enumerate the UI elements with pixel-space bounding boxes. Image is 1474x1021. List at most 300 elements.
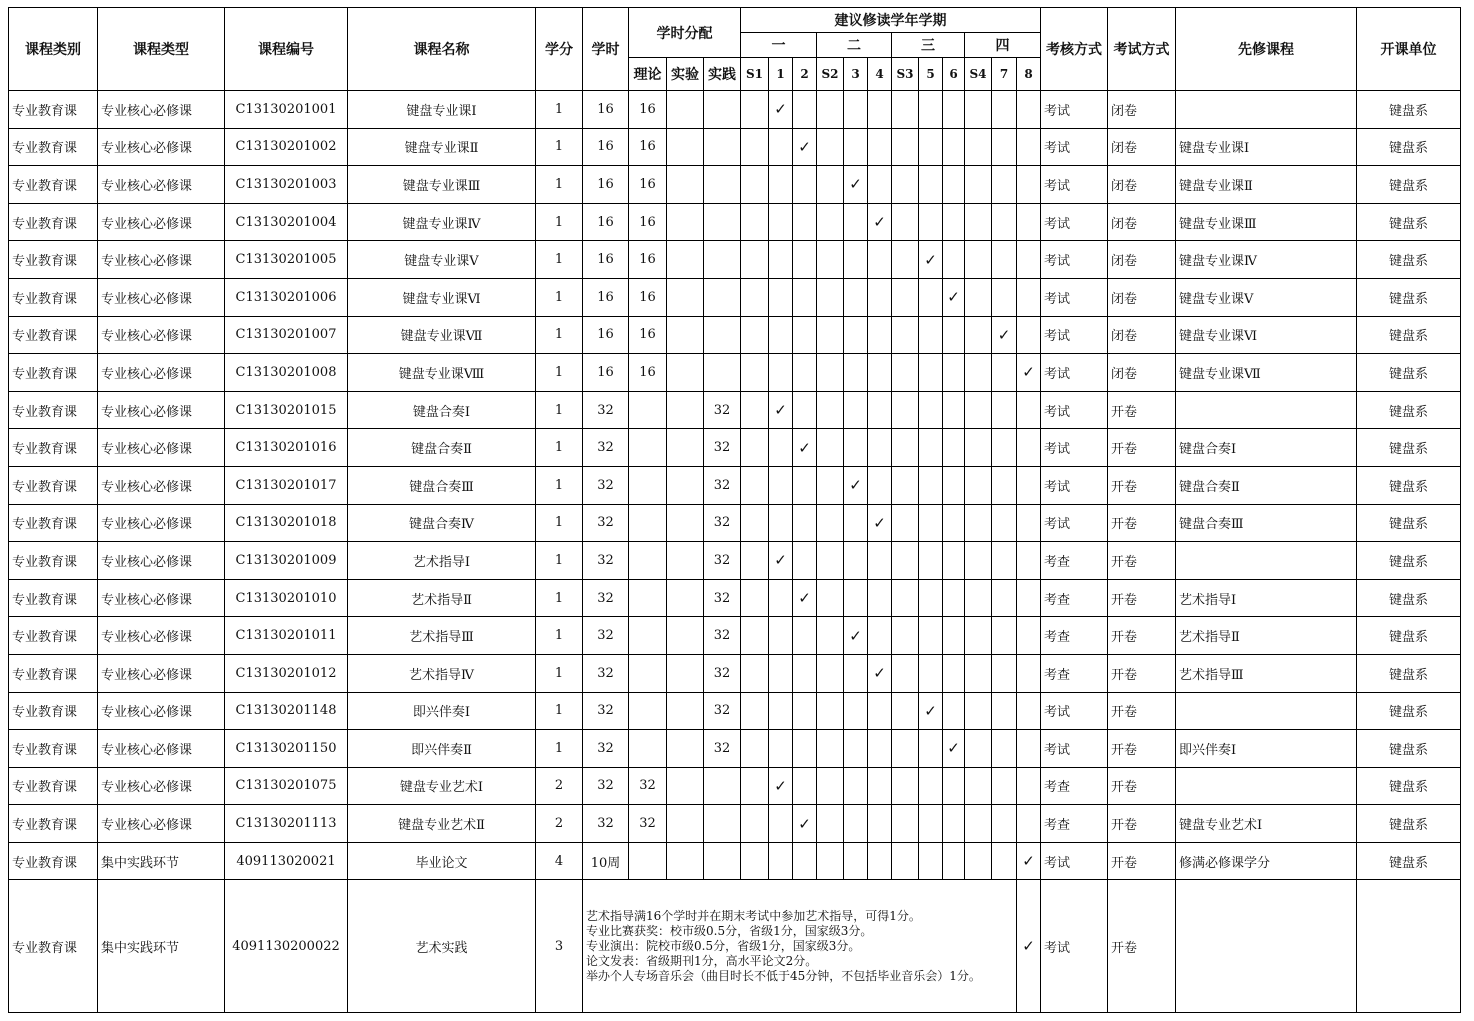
term-check-mark: ✓ bbox=[1017, 354, 1041, 392]
cell-type: 专业核心必修课 bbox=[98, 166, 225, 204]
cell-term bbox=[868, 391, 892, 429]
cell-term bbox=[919, 354, 943, 392]
cell-term bbox=[868, 429, 892, 467]
cell-theory bbox=[629, 842, 667, 880]
credit-rule: 论文发表：省级期刊1分，高水平论文2分。 bbox=[586, 953, 818, 968]
cell-practice: 32 bbox=[704, 692, 741, 730]
cell-term bbox=[892, 466, 919, 504]
cell-prereq: 键盘专业课Ⅳ bbox=[1176, 241, 1357, 279]
cell-theory: 16 bbox=[629, 354, 667, 392]
cell-term bbox=[992, 654, 1017, 692]
cell-term bbox=[892, 805, 919, 843]
cell-term bbox=[769, 166, 793, 204]
cell-prereq: 艺术指导Ⅲ bbox=[1176, 654, 1357, 692]
cell-term bbox=[741, 579, 769, 617]
cell-term bbox=[1017, 617, 1041, 655]
cell-term bbox=[844, 91, 868, 129]
cell-term bbox=[919, 166, 943, 204]
cell-term bbox=[817, 203, 844, 241]
cell-term bbox=[1017, 654, 1041, 692]
cell-theory bbox=[629, 504, 667, 542]
cell-hours: 32 bbox=[583, 805, 629, 843]
cell-type: 专业核心必修课 bbox=[98, 654, 225, 692]
cell-unit: 键盘系 bbox=[1357, 241, 1461, 279]
cell-term bbox=[817, 241, 844, 279]
cell-prereq: 键盘合奏Ⅰ bbox=[1176, 429, 1357, 467]
cell-unit: 键盘系 bbox=[1357, 730, 1461, 768]
header-term-5: 5 bbox=[919, 58, 943, 91]
cell-assessment: 考查 bbox=[1041, 542, 1108, 580]
cell-prereq bbox=[1176, 692, 1357, 730]
cell-unit: 键盘系 bbox=[1357, 429, 1461, 467]
cell-unit: 键盘系 bbox=[1357, 391, 1461, 429]
cell-term bbox=[965, 203, 992, 241]
cell-term bbox=[943, 429, 965, 467]
credit-rule: 艺术指导满16个学时并在期末考试中参加艺术指导，可得1分。 bbox=[586, 908, 921, 923]
cell-term bbox=[992, 767, 1017, 805]
cell-exam-method: 闭卷 bbox=[1108, 203, 1176, 241]
cell-practice: 32 bbox=[704, 654, 741, 692]
header-term-s1: S1 bbox=[741, 58, 769, 91]
cell-theory bbox=[629, 730, 667, 768]
cell-theory bbox=[629, 654, 667, 692]
cell-term bbox=[965, 504, 992, 542]
term-check-mark: ✓ bbox=[793, 429, 817, 467]
term-check-mark: ✓ bbox=[844, 617, 868, 655]
cell-term bbox=[943, 654, 965, 692]
cell-exam-method: 开卷 bbox=[1108, 842, 1176, 880]
header-hours: 学时 bbox=[583, 8, 629, 91]
cell-term bbox=[844, 542, 868, 580]
cell-unit: 键盘系 bbox=[1357, 354, 1461, 392]
cell-assessment: 考试 bbox=[1041, 730, 1108, 768]
cell-term bbox=[741, 128, 769, 166]
cell-credits: 3 bbox=[536, 880, 583, 1013]
cell-exam-method: 开卷 bbox=[1108, 429, 1176, 467]
cell-prereq: 键盘专业课Ⅴ bbox=[1176, 278, 1357, 316]
cell-term bbox=[965, 128, 992, 166]
cell-term bbox=[793, 767, 817, 805]
cell-unit: 键盘系 bbox=[1357, 842, 1461, 880]
credit-rule: 专业比赛获奖：校市级0.5分，省级1分，国家级3分。 bbox=[586, 923, 873, 938]
cell-category: 专业教育课 bbox=[9, 692, 98, 730]
table-row bbox=[9, 504, 1461, 542]
cell-unit: 键盘系 bbox=[1357, 128, 1461, 166]
cell-term bbox=[793, 842, 817, 880]
cell-experiment bbox=[667, 128, 704, 166]
cell-term bbox=[992, 504, 1017, 542]
cell-term bbox=[817, 91, 844, 129]
cell-term bbox=[741, 278, 769, 316]
cell-type: 专业核心必修课 bbox=[98, 504, 225, 542]
table-row bbox=[9, 842, 1461, 880]
cell-term bbox=[769, 730, 793, 768]
cell-hours: 16 bbox=[583, 166, 629, 204]
cell-term bbox=[992, 166, 1017, 204]
table-row bbox=[9, 391, 1461, 429]
cell-name: 键盘合奏Ⅲ bbox=[348, 466, 536, 504]
cell-category: 专业教育课 bbox=[9, 805, 98, 843]
cell-term bbox=[965, 692, 992, 730]
cell-prereq: 键盘专业课Ⅲ bbox=[1176, 203, 1357, 241]
cell-term bbox=[817, 466, 844, 504]
cell-hours: 32 bbox=[583, 466, 629, 504]
cell-term bbox=[741, 354, 769, 392]
cell-name: 键盘专业艺术Ⅰ bbox=[348, 767, 536, 805]
term-check-mark: ✓ bbox=[943, 278, 965, 316]
cell-assessment: 考试 bbox=[1041, 241, 1108, 279]
term-check-mark: ✓ bbox=[919, 692, 943, 730]
cell-term bbox=[844, 842, 868, 880]
header-term-4: 4 bbox=[868, 58, 892, 91]
cell-category: 专业教育课 bbox=[9, 203, 98, 241]
cell-practice bbox=[704, 354, 741, 392]
cell-term bbox=[793, 391, 817, 429]
cell-unit: 键盘系 bbox=[1357, 692, 1461, 730]
cell-unit: 键盘系 bbox=[1357, 654, 1461, 692]
cell-category: 专业教育课 bbox=[9, 767, 98, 805]
cell-term bbox=[793, 203, 817, 241]
cell-code: C13130201113 bbox=[225, 805, 348, 843]
term-check-mark: ✓ bbox=[868, 504, 892, 542]
cell-type: 专业核心必修课 bbox=[98, 278, 225, 316]
cell-term bbox=[868, 91, 892, 129]
cell-prereq bbox=[1176, 391, 1357, 429]
cell-hours: 16 bbox=[583, 241, 629, 279]
cell-theory: 16 bbox=[629, 203, 667, 241]
cell-term bbox=[919, 730, 943, 768]
header-experiment: 实验 bbox=[667, 58, 704, 91]
cell-term bbox=[741, 542, 769, 580]
cell-unit: 键盘系 bbox=[1357, 542, 1461, 580]
cell-code: C13130201015 bbox=[225, 391, 348, 429]
cell-term bbox=[741, 91, 769, 129]
cell-type: 专业核心必修课 bbox=[98, 730, 225, 768]
cell-exam-method: 开卷 bbox=[1108, 542, 1176, 580]
cell-name: 键盘专业课Ⅲ bbox=[348, 166, 536, 204]
cell-term bbox=[919, 767, 943, 805]
cell-assessment: 考试 bbox=[1041, 128, 1108, 166]
header-hour-distribution: 学时分配 bbox=[629, 8, 741, 58]
cell-assessment: 考查 bbox=[1041, 654, 1108, 692]
cell-term bbox=[844, 429, 868, 467]
cell-credits: 1 bbox=[536, 429, 583, 467]
cell-term bbox=[943, 805, 965, 843]
cell-term bbox=[793, 241, 817, 279]
cell-term bbox=[892, 767, 919, 805]
cell-category: 专业教育课 bbox=[9, 166, 98, 204]
cell-code: C13130201018 bbox=[225, 504, 348, 542]
cell-theory bbox=[629, 391, 667, 429]
header-year-2: 二 bbox=[817, 33, 892, 58]
cell-term bbox=[965, 278, 992, 316]
cell-category: 专业教育课 bbox=[9, 654, 98, 692]
table-row bbox=[9, 579, 1461, 617]
cell-practice bbox=[704, 128, 741, 166]
cell-term bbox=[892, 654, 919, 692]
cell-theory bbox=[629, 429, 667, 467]
cell-term bbox=[769, 354, 793, 392]
cell-exam-method: 开卷 bbox=[1108, 617, 1176, 655]
cell-term bbox=[1017, 429, 1041, 467]
header-prereq: 先修课程 bbox=[1176, 8, 1357, 91]
cell-practice: 32 bbox=[704, 730, 741, 768]
header-term-1: 1 bbox=[769, 58, 793, 91]
table-row bbox=[9, 241, 1461, 279]
cell-name: 艺术实践 bbox=[348, 880, 536, 1013]
cell-prereq: 键盘专业课Ⅵ bbox=[1176, 316, 1357, 354]
cell-category: 专业教育课 bbox=[9, 617, 98, 655]
cell-term bbox=[1017, 241, 1041, 279]
term-check-mark: ✓ bbox=[769, 91, 793, 129]
cell-term bbox=[844, 241, 868, 279]
cell-term bbox=[793, 542, 817, 580]
credit-rule: 举办个人专场音乐会（曲目时长不低于45分钟，不包括毕业音乐会）1分。 bbox=[586, 968, 981, 983]
cell-term bbox=[769, 128, 793, 166]
cell-term bbox=[868, 730, 892, 768]
cell-term bbox=[992, 542, 1017, 580]
cell-term bbox=[943, 316, 965, 354]
cell-name: 键盘专业课Ⅱ bbox=[348, 128, 536, 166]
cell-experiment bbox=[667, 767, 704, 805]
table-row bbox=[9, 128, 1461, 166]
cell-term bbox=[793, 166, 817, 204]
cell-assessment: 考试 bbox=[1041, 166, 1108, 204]
cell-exam-method: 开卷 bbox=[1108, 880, 1176, 1013]
cell-hours: 32 bbox=[583, 617, 629, 655]
cell-term bbox=[943, 354, 965, 392]
cell-credits: 1 bbox=[536, 579, 583, 617]
cell-name: 键盘专业课Ⅴ bbox=[348, 241, 536, 279]
table-row bbox=[9, 278, 1461, 316]
cell-type: 专业核心必修课 bbox=[98, 91, 225, 129]
cell-term bbox=[844, 767, 868, 805]
cell-hours: 32 bbox=[583, 429, 629, 467]
cell-term bbox=[793, 692, 817, 730]
cell-credits: 1 bbox=[536, 166, 583, 204]
cell-type: 专业核心必修课 bbox=[98, 805, 225, 843]
cell-term bbox=[892, 278, 919, 316]
cell-type: 集中实践环节 bbox=[98, 880, 225, 1013]
cell-term bbox=[943, 767, 965, 805]
cell-code: 409113020021 bbox=[225, 842, 348, 880]
cell-code: C13130201016 bbox=[225, 429, 348, 467]
term-check-mark: ✓ bbox=[769, 391, 793, 429]
cell-category: 专业教育课 bbox=[9, 466, 98, 504]
cell-term bbox=[741, 166, 769, 204]
cell-term bbox=[892, 391, 919, 429]
cell-theory: 16 bbox=[629, 166, 667, 204]
cell-type: 集中实践环节 bbox=[98, 842, 225, 880]
cell-term bbox=[965, 354, 992, 392]
cell-practice bbox=[704, 203, 741, 241]
cell-term bbox=[817, 316, 844, 354]
cell-term bbox=[919, 542, 943, 580]
cell-credits: 1 bbox=[536, 203, 583, 241]
header-term-7: 7 bbox=[992, 58, 1017, 91]
cell-term bbox=[919, 504, 943, 542]
cell-category: 专业教育课 bbox=[9, 91, 98, 129]
cell-term bbox=[1017, 203, 1041, 241]
cell-term bbox=[741, 842, 769, 880]
cell-name: 键盘专业课Ⅰ bbox=[348, 91, 536, 129]
cell-category: 专业教育课 bbox=[9, 429, 98, 467]
cell-exam-method: 闭卷 bbox=[1108, 91, 1176, 129]
cell-unit: 键盘系 bbox=[1357, 316, 1461, 354]
cell-assessment: 考查 bbox=[1041, 767, 1108, 805]
cell-term bbox=[965, 730, 992, 768]
cell-code: C13130201009 bbox=[225, 542, 348, 580]
cell-term bbox=[992, 91, 1017, 129]
cell-term bbox=[1017, 91, 1041, 129]
cell-term bbox=[817, 767, 844, 805]
cell-term bbox=[919, 617, 943, 655]
cell-term bbox=[992, 128, 1017, 166]
table-row bbox=[9, 617, 1461, 655]
cell-term bbox=[741, 466, 769, 504]
cell-term bbox=[943, 166, 965, 204]
cell-hours: 32 bbox=[583, 692, 629, 730]
cell-unit: 键盘系 bbox=[1357, 504, 1461, 542]
cell-term bbox=[943, 579, 965, 617]
cell-prereq: 键盘专业课Ⅶ bbox=[1176, 354, 1357, 392]
cell-prereq: 艺术指导Ⅱ bbox=[1176, 617, 1357, 655]
header-term-s3: S3 bbox=[892, 58, 919, 91]
cell-practice bbox=[704, 91, 741, 129]
cell-exam-method: 开卷 bbox=[1108, 654, 1176, 692]
cell-term bbox=[868, 767, 892, 805]
cell-term bbox=[817, 579, 844, 617]
cell-category: 专业教育课 bbox=[9, 316, 98, 354]
header-exam-method: 考试方式 bbox=[1108, 8, 1176, 91]
cell-credits: 2 bbox=[536, 805, 583, 843]
cell-term bbox=[741, 241, 769, 279]
cell-term bbox=[868, 128, 892, 166]
cell-term bbox=[943, 617, 965, 655]
cell-credit-rules bbox=[583, 880, 1017, 1013]
cell-hours: 16 bbox=[583, 354, 629, 392]
header-term-3: 3 bbox=[844, 58, 868, 91]
cell-prereq: 修满必修课学分 bbox=[1176, 842, 1357, 880]
term-check-mark: ✓ bbox=[769, 542, 793, 580]
cell-credits: 1 bbox=[536, 617, 583, 655]
table-header bbox=[9, 8, 1461, 91]
cell-term bbox=[741, 692, 769, 730]
cell-hours: 32 bbox=[583, 504, 629, 542]
cell-term bbox=[943, 842, 965, 880]
cell-code: C13130201148 bbox=[225, 692, 348, 730]
cell-credits: 1 bbox=[536, 316, 583, 354]
cell-prereq: 键盘专业课Ⅱ bbox=[1176, 166, 1357, 204]
cell-exam-method: 开卷 bbox=[1108, 466, 1176, 504]
cell-term bbox=[817, 429, 844, 467]
term-check-mark: ✓ bbox=[943, 730, 965, 768]
table-row bbox=[9, 542, 1461, 580]
cell-category: 专业教育课 bbox=[9, 278, 98, 316]
cell-unit: 键盘系 bbox=[1357, 579, 1461, 617]
cell-exam-method: 闭卷 bbox=[1108, 128, 1176, 166]
cell-term bbox=[844, 278, 868, 316]
cell-term bbox=[965, 805, 992, 843]
term-check-mark: ✓ bbox=[793, 805, 817, 843]
cell-name: 键盘专业课Ⅳ bbox=[348, 203, 536, 241]
header-year-4: 四 bbox=[965, 33, 1041, 58]
cell-code: C13130201150 bbox=[225, 730, 348, 768]
cell-term bbox=[1017, 466, 1041, 504]
cell-term bbox=[992, 354, 1017, 392]
cell-exam-method: 开卷 bbox=[1108, 730, 1176, 768]
cell-term bbox=[1017, 316, 1041, 354]
cell-exam-method: 开卷 bbox=[1108, 391, 1176, 429]
cell-unit: 键盘系 bbox=[1357, 805, 1461, 843]
cell-exam-method: 开卷 bbox=[1108, 579, 1176, 617]
cell-term bbox=[992, 466, 1017, 504]
term-check-mark: ✓ bbox=[793, 128, 817, 166]
header-term-s2: S2 bbox=[817, 58, 844, 91]
header-name: 课程名称 bbox=[348, 8, 536, 91]
cell-theory: 32 bbox=[629, 805, 667, 843]
cell-prereq bbox=[1176, 542, 1357, 580]
cell-code: C13130201012 bbox=[225, 654, 348, 692]
cell-term bbox=[1017, 730, 1041, 768]
cell-theory: 16 bbox=[629, 278, 667, 316]
cell-term bbox=[943, 466, 965, 504]
cell-hours: 32 bbox=[583, 767, 629, 805]
cell-name: 艺术指导Ⅰ bbox=[348, 542, 536, 580]
term-check-mark: ✓ bbox=[844, 166, 868, 204]
cell-term bbox=[817, 354, 844, 392]
cell-term bbox=[817, 542, 844, 580]
cell-term bbox=[965, 241, 992, 279]
cell-term bbox=[741, 767, 769, 805]
cell-term bbox=[741, 617, 769, 655]
cell-term bbox=[844, 654, 868, 692]
cell-type: 专业核心必修课 bbox=[98, 391, 225, 429]
cell-experiment bbox=[667, 203, 704, 241]
cell-theory bbox=[629, 579, 667, 617]
header-credits: 学分 bbox=[536, 8, 583, 91]
cell-experiment bbox=[667, 429, 704, 467]
cell-name: 毕业论文 bbox=[348, 842, 536, 880]
cell-code: C13130201005 bbox=[225, 241, 348, 279]
cell-term bbox=[844, 730, 868, 768]
cell-practice: 32 bbox=[704, 617, 741, 655]
cell-theory bbox=[629, 617, 667, 655]
cell-term bbox=[769, 316, 793, 354]
header-assessment: 考核方式 bbox=[1041, 8, 1108, 91]
table-row bbox=[9, 354, 1461, 392]
cell-term bbox=[844, 692, 868, 730]
cell-term bbox=[965, 654, 992, 692]
cell-type: 专业核心必修课 bbox=[98, 316, 225, 354]
cell-term bbox=[943, 504, 965, 542]
header-year-3: 三 bbox=[892, 33, 965, 58]
cell-credits: 1 bbox=[536, 354, 583, 392]
cell-term bbox=[1017, 504, 1041, 542]
cell-practice: 32 bbox=[704, 466, 741, 504]
cell-experiment bbox=[667, 391, 704, 429]
cell-term bbox=[892, 91, 919, 129]
cell-term bbox=[817, 654, 844, 692]
cell-term bbox=[892, 354, 919, 392]
cell-hours: 16 bbox=[583, 203, 629, 241]
cell-code: C13130201008 bbox=[225, 354, 348, 392]
cell-term bbox=[741, 316, 769, 354]
cell-term bbox=[793, 730, 817, 768]
cell-term bbox=[992, 278, 1017, 316]
cell-name: 艺术指导Ⅳ bbox=[348, 654, 536, 692]
cell-hours: 16 bbox=[583, 316, 629, 354]
